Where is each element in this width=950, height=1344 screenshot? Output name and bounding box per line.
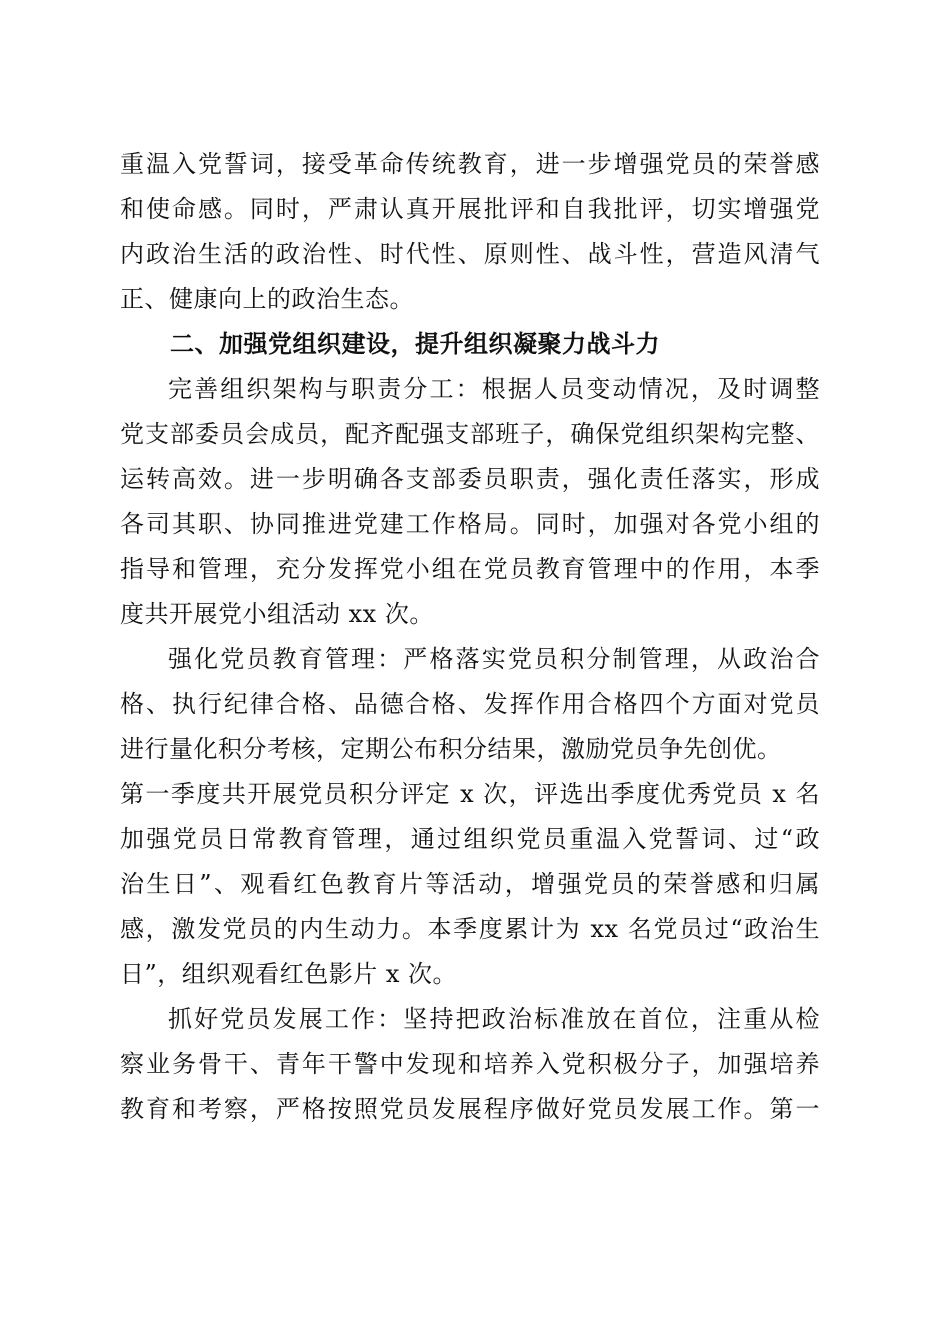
intro-paragraph <box>120 142 820 322</box>
text-line: 治生日”、观看红色教育片等活动，增强党员的荣誉感和归属 <box>120 870 820 898</box>
paragraph-organization-structure <box>120 367 820 637</box>
text-line: 察业务骨干、青年干警中发现和培养入党积极分子，加强培养 <box>120 1050 820 1078</box>
text-line: 抓好党员发展工作：坚持把政治标准放在首位，注重从检 <box>168 1005 820 1033</box>
section-heading: 二、加强党组织建设，提升组织凝聚力战斗力 <box>170 330 660 358</box>
text-line: 完善组织架构与职责分工：根据人员变动情况，及时调整 <box>168 375 820 403</box>
paragraph-member-education <box>120 637 820 997</box>
text-line: 度共开展党小组活动 xx 次。 <box>120 600 434 628</box>
text-line: 教育和考察，严格按照党员发展程序做好党员发展工作。第一 <box>120 1095 820 1123</box>
text-line: 格、执行纪律合格、品德合格、发挥作用合格四个方面对党员 <box>120 690 820 718</box>
text-line: 重温入党誓词，接受革命传统教育，进一步增强党员的荣誉感 <box>120 150 820 178</box>
paragraph-member-development <box>120 997 820 1132</box>
text-line: 日”，组织观看红色影片 x 次。 <box>120 960 458 988</box>
text-line: 和使命感。同时，严肃认真开展批评和自我批评，切实增强党 <box>120 195 820 223</box>
text-line: 第一季度共开展党员积分评定 x 次，评选出季度优秀党员 x 名 <box>120 780 820 808</box>
text-line: 正、健康向上的政治生态。 <box>120 285 414 313</box>
text-line: 运转高效。进一步明确各支部委员职责，强化责任落实，形成 <box>120 465 820 493</box>
text-line: 党支部委员会成员，配齐配强支部班子，确保党组织架构完整、 <box>120 420 820 448</box>
text-line: 感，激发党员的内生动力。本季度累计为 xx 名党员过“政治生 <box>120 915 820 943</box>
text-line: 加强党员日常教育管理，通过组织党员重温入党誓词、过“政 <box>120 825 820 853</box>
document-body <box>120 142 820 1132</box>
text-line: 指导和管理，充分发挥党小组在党员教育管理中的作用，本季 <box>120 555 820 583</box>
text-line: 进行量化积分考核，定期公布积分结果，激励党员争先创优。 <box>120 735 782 763</box>
text-line: 强化党员教育管理：严格落实党员积分制管理，从政治合 <box>168 645 820 673</box>
text-line: 各司其职、协同推进党建工作格局。同时，加强对各党小组的 <box>120 510 820 538</box>
text-line: 内政治生活的政治性、时代性、原则性、战斗性，营造风清气 <box>120 240 820 268</box>
